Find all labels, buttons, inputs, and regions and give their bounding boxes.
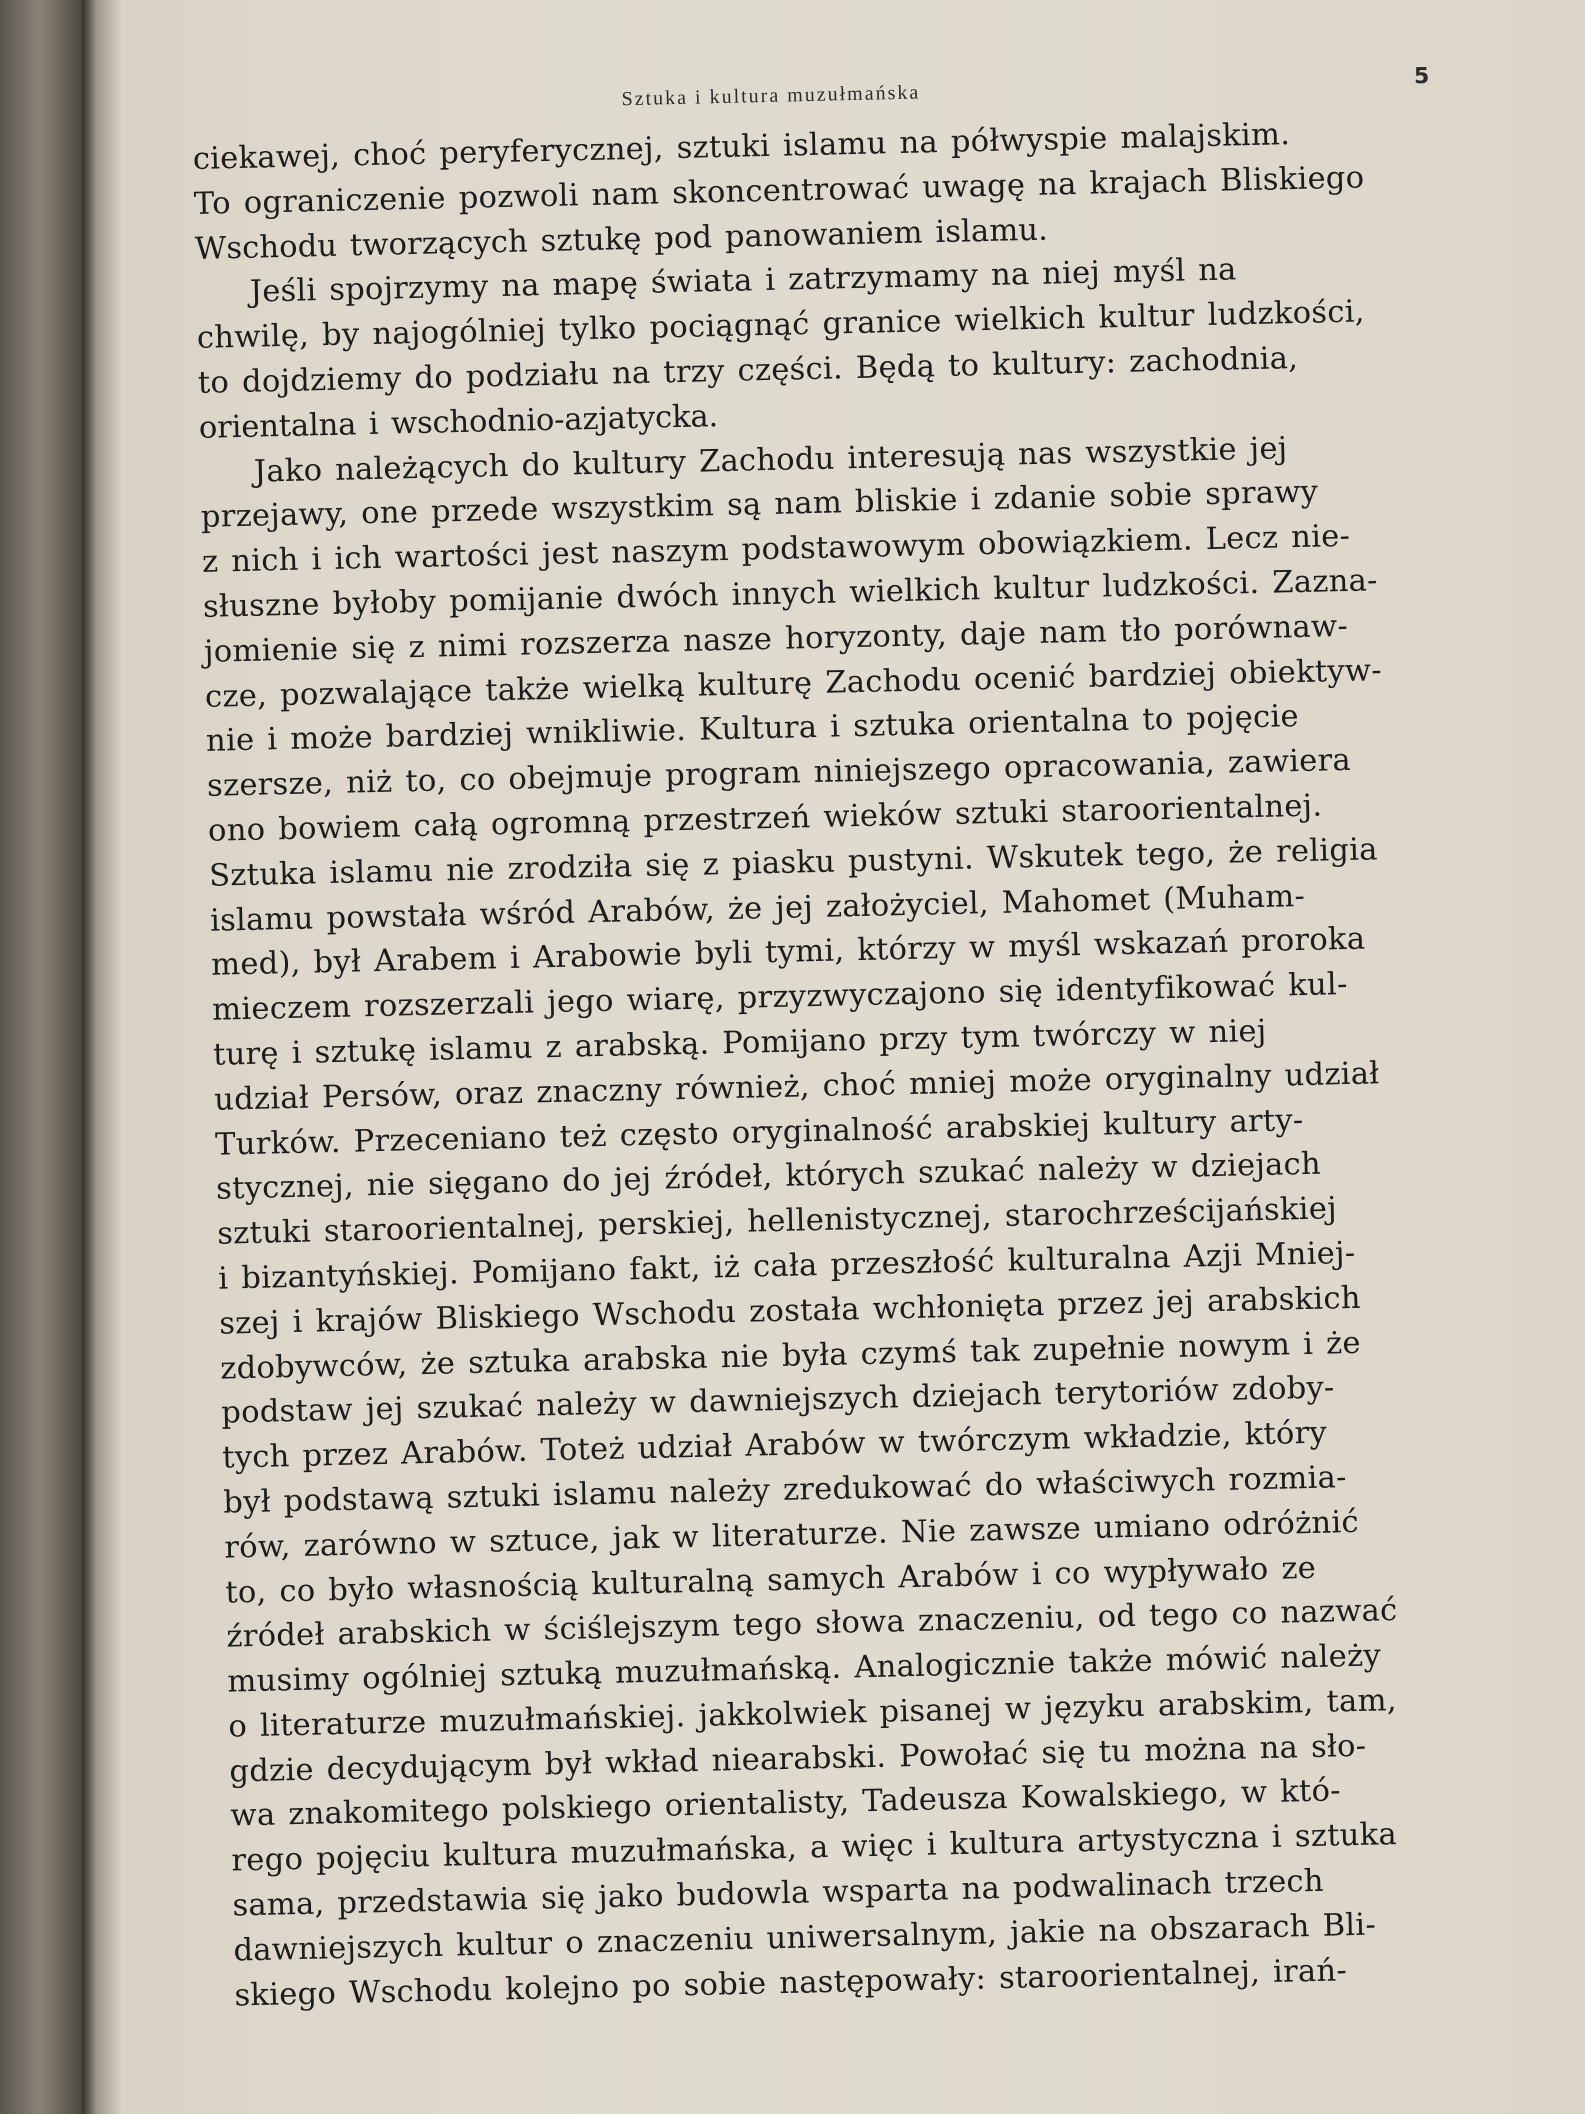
text-line: Sztuka islamu nie zrodziła się z piasku pustyni. Wskutek tego, że religia [208,832,1379,894]
text-line: podstaw jej szukać należy w dawniejszych dziejach terytoriów zdoby- [220,1370,1335,1431]
text-line: nie i może bardziej wnikliwie. Kultura i sztuka orientalna to pojęcie [205,699,1300,760]
text-line: chwilę, by najogólniej tylko pociągnąć granice wielkich kultur ludzkości, [196,294,1366,357]
text-line: słuszne byłoby pomijanie dwóch innych wielkich kultur ludzkości. Zazna- [202,563,1379,625]
text-line: to dojdziemy do podziału na trzy części. Będą to kultury: zachodnia, [197,340,1299,401]
page-content [191,49,1515,2019]
text-line: turę i sztukę islamu z arabską. Pomijano przy tym twórczy w niej [212,1013,1267,1073]
text-line: Turków. Przeceniano też często oryginalność arabskiej kultury arty- [214,1102,1304,1163]
text-line: gdzie decydującym był wkład niearabski. Powołać się tu można na sło- [229,1728,1367,1790]
text-line: wa znakomitego polskiego orientalisty, Tadeusza Kowalskiego, w któ- [230,1773,1342,1835]
text-line: szersze, niż to, co obejmuje program niniejszego opracowania, zawiera [206,743,1352,804]
text-line: skiego Wschodu kolejno po sobie następowały: staroorientalnej, irań- [234,1952,1348,2014]
text-line: mieczem rozszerzali jego wiarę, przyzwyczajono się identyfikować kul- [211,967,1348,1028]
text-line: Jeśli spojrzymy na mapę świata i zatrzymamy na niej myśl na [249,252,1237,311]
text-line: sama, przedstawia się jako budowla wsparta na podwalinach trzech [232,1863,1325,1924]
body-text [192,109,1514,2019]
text-line: to, co było własnością kulturalną samych Arabów i co wypływało ze [224,1550,1317,1611]
text-line: cze, pozwalające także wielką kulturę Zachodu ocenić bardziej obiektyw- [204,652,1383,715]
text-line: sztuki staroorientalnej, perskiej, hellenistycznej, starochrześcijańskiej [216,1191,1338,1252]
text-line: islamu powstała wśród Arabów, że jej założyciel, Mahomet (Muham- [209,878,1306,939]
text-line: Jako należących do kultury Zachodu interesują nas wszystkie jej [253,430,1288,490]
text-line: orientalna i wschodnio-azjatycka. [198,398,719,446]
text-line: musimy ogólniej sztuką muzułmańską. Analogicznie także mówić należy [227,1638,1382,1700]
text-line: jomienie się z nimi rozszerza nasze horyzonty, daje nam tło porównaw- [203,608,1349,670]
text-line: stycznej, nie sięgano do jej źródeł, których szukać należy w dziejach [215,1146,1322,1208]
text-line: ono bowiem całą ogromną przestrzeń wieków sztuki staroorientalnej. [207,788,1323,849]
text-line: przejawy, one przede wszystkim są nam bliskie i zdanie sobie sprawy [200,474,1319,536]
text-line: szej i krajów Bliskiego Wschodu została wchłonięta przez jej arabskich [218,1280,1362,1342]
text-line: tych przez Arabów. Toteż udział Arabów w twórczym wkładzie, który [221,1415,1328,1476]
text-line: i bizantyńskiej. Pomijano fakt, iż cała przeszłość kulturalna Azji Mniej- [217,1235,1356,1297]
text-line: Wschodu tworzących sztukę pod panowaniem islamu. [194,212,1049,267]
text-line: dawniejszych kultur o znaczeniu uniwersalnym, jakie na obszarach Bli- [233,1907,1377,1969]
text-line: To ograniczenie pozwoli nam skoncentrować uwagę na krajach Bliskiego [193,160,1365,222]
text-line: med), był Arabem i Arabowie byli tymi, którzy w myśl wskazań proroka [210,921,1366,984]
text-line: o literaturze muzułmańskiej. jakkolwiek pisanej w języku arabskim, tam, [228,1682,1398,1745]
text-line: źródeł arabskich w ściślejszym tego słowa znaczeniu, od tego co nazwać [225,1593,1398,1655]
text-line: ciekawej, choć peryferycznej, sztuki islamu na półwyspie malajskim. [192,117,1291,177]
text-line: rego pojęciu kultura muzułmańska, a więc i kultura artystyczna i sztuka [231,1817,1398,1879]
text-line: był podstawą sztuki islamu należy zredukować do właściwych rozmia- [222,1460,1347,1521]
page-number: 5 [1413,63,1432,90]
text-line: z nich i ich wartości jest naszym podstawowym obowiązkiem. Lecz nie- [201,518,1351,581]
book-page [96,0,1585,2114]
text-line: rów, zarówno w sztuce, jak w literaturze. Nie zawsze umiano odróżnić [223,1504,1360,1566]
text-line: zdobywców, że sztuka arabska nie była czymś tak zupełnie nowym i że [219,1325,1362,1387]
running-title: Sztuka i kultura muzułmańska [621,81,921,111]
text-line: udział Persów, oraz znaczny również, choć mniej może oryginalny udział [213,1056,1380,1118]
